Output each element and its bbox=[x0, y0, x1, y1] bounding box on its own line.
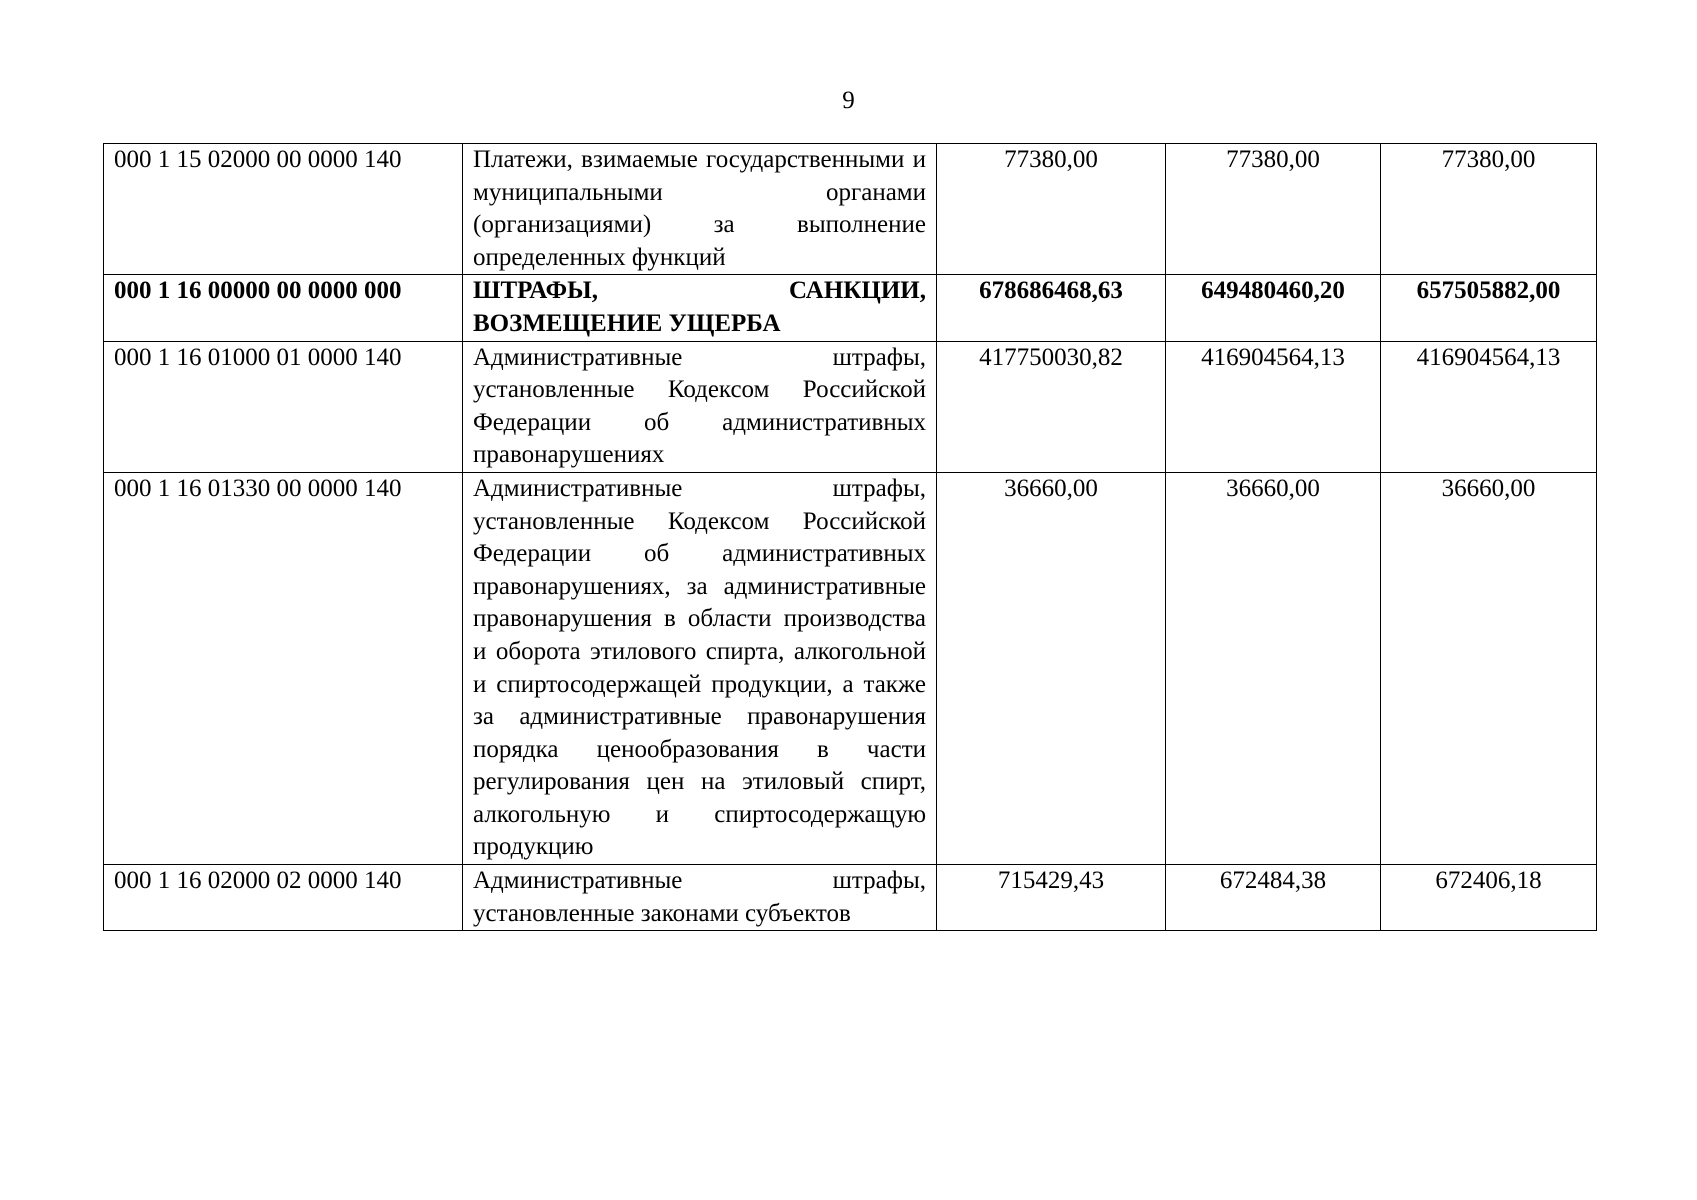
table-row bbox=[104, 472, 1597, 864]
amount-year-1: 715429,43 bbox=[937, 865, 1166, 931]
table-row bbox=[104, 144, 1597, 275]
amount-year-1: 36660,00 bbox=[937, 472, 1166, 864]
revenue-name: Платежи, взимаемые государственными и муниципальными органами (организациями) за выполнение определенных функций bbox=[463, 144, 937, 275]
budget-code: 000 1 16 00000 00 0000 000 bbox=[104, 275, 463, 341]
revenue-name: ШТРАФЫ, САНКЦИИ, ВОЗМЕЩЕНИЕ УЩЕРБА bbox=[463, 275, 937, 341]
amount-year-2: 672484,38 bbox=[1166, 865, 1381, 931]
table-row bbox=[104, 865, 1597, 931]
revenue-table bbox=[103, 143, 1597, 931]
amount-year-1: 678686468,63 bbox=[937, 275, 1166, 341]
budget-code: 000 1 15 02000 00 0000 140 bbox=[104, 144, 463, 275]
amount-year-2: 77380,00 bbox=[1166, 144, 1381, 275]
amount-year-2: 649480460,20 bbox=[1166, 275, 1381, 341]
revenue-name: Административные штрафы, установленные Кодексом Российской Федерации об административных правонарушениях, за административные правонарушения в области производства и оборота этилового спирта, алкогольной и спиртосодержащей продукции, а также за административные правонарушения порядка ценообразования в части регулирования цен на этиловый спирт, алкогольную и спиртосодержащую продукцию bbox=[463, 472, 937, 864]
budget-code: 000 1 16 01000 01 0000 140 bbox=[104, 341, 463, 472]
revenue-name: Административные штрафы, установленные Кодексом Российской Федерации об административных правонарушениях bbox=[463, 341, 937, 472]
amount-year-2: 36660,00 bbox=[1166, 472, 1381, 864]
budget-code: 000 1 16 02000 02 0000 140 bbox=[104, 865, 463, 931]
amount-year-3: 77380,00 bbox=[1381, 144, 1597, 275]
amount-year-1: 417750030,82 bbox=[937, 341, 1166, 472]
revenue-name-cell bbox=[463, 865, 937, 931]
table-row bbox=[104, 341, 1597, 472]
amount-year-3: 36660,00 bbox=[1381, 472, 1597, 864]
amount-year-2: 416904564,13 bbox=[1166, 341, 1381, 472]
amount-year-3: 657505882,00 bbox=[1381, 275, 1597, 341]
page-number: 9 bbox=[842, 87, 855, 114]
amount-year-1: 77380,00 bbox=[937, 144, 1166, 275]
budget-code: 000 1 16 01330 00 0000 140 bbox=[104, 472, 463, 864]
amount-year-3: 416904564,13 bbox=[1381, 341, 1597, 472]
amount-year-3: 672406,18 bbox=[1381, 865, 1597, 931]
revenue-name: Административные штрафы, установленные законами субъектов bbox=[473, 867, 926, 927]
table-row-section-total bbox=[104, 275, 1597, 341]
